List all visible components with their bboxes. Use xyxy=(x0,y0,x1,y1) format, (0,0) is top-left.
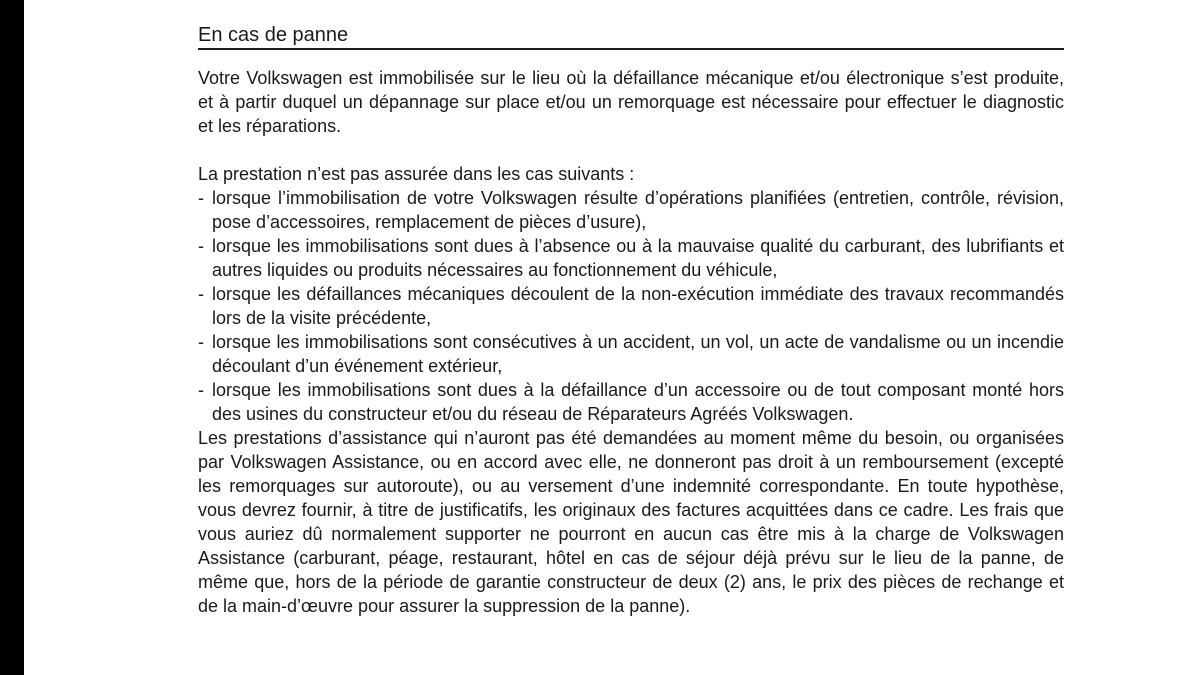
document-page xyxy=(198,22,1064,618)
list-item: - lorsque les immobilisations sont dues à la défaillance d’un accessoire ou de tout composant monté hors des usines du constructeur et/ou du réseau de Réparateurs Agréés Volkswagen. xyxy=(198,378,1064,426)
exclusions-list xyxy=(198,186,1064,426)
closing-paragraph: Les prestations d’assistance qui n’auront pas été demandées au moment même du besoin, ou organisées par Volkswagen Assistance, ou en accord avec elle, ne donneront pas droit à un remboursement (excepté les remorquages sur autoroute), ou au versement d’une indemnité correspondante. En toute hypothèse, vous devrez fournir, à titre de justificatifs, les originaux des factures acquittées dans ce cadre. Les frais que vous auriez dû normalement supporter ne pourront en aucun cas être mis à la charge de Volkswagen Assistance (carburant, péage, restaurant, hôtel en cas de séjour déjà prévu sur le lieu de la panne, de même que, hors de la période de garantie constructeur de deux (2) ans, le prix des pièces de rechange et de la main-d’œuvre pour assurer la suppression de la panne). xyxy=(198,428,1064,616)
left-edge-bar xyxy=(0,0,24,675)
list-item: - lorsque les immobilisations sont dues à l’absence ou à la mauvaise qualité du carburant, des lubrifiants et autres liquides ou produits nécessaires au fonctionnement du véhicule, xyxy=(198,234,1064,282)
list-item: - lorsque les immobilisations sont consécutives à un accident, un vol, un acte de vandalisme ou un incendie découlant d’un événement extérieur, xyxy=(198,330,1064,378)
list-item: - lorsque les défaillances mécaniques découlent de la non-exécution immédiate des travaux recommandés lors de la visite précédente, xyxy=(198,282,1064,330)
intro-paragraph: Votre Volkswagen est immobilisée sur le lieu où la défaillance mécanique et/ou électronique s’est produite, et à partir duquel un dépannage sur place et/ou un remorquage est nécessaire pour effectuer le diagnostic et les réparations. xyxy=(198,68,1064,136)
section-heading: En cas de panne xyxy=(198,22,1064,50)
list-item: - lorsque l’immobilisation de votre Volkswagen résulte d’opérations planifiées (entretien, contrôle, révision, pose d’accessoires, remplacement de pièces d’usure), xyxy=(198,186,1064,234)
exclusions-lead: La prestation n’est pas assurée dans les cas suivants : xyxy=(198,164,635,184)
